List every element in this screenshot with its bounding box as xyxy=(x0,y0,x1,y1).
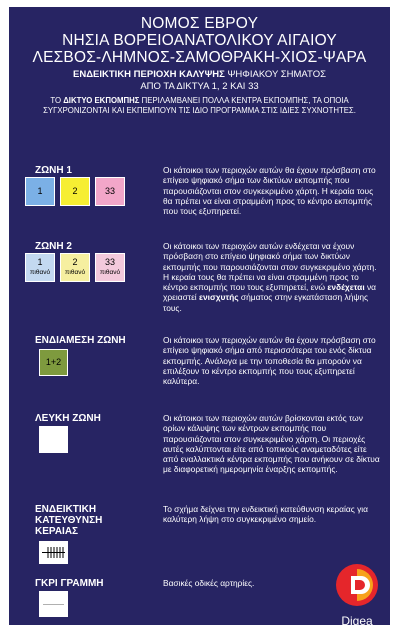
header-line2: ΝΗΣΙΑ ΒΟΡΕΙΟΑΝΑΤΟΛΙΚΟΥ ΑΙΓΑΙΟΥ xyxy=(62,32,337,49)
grey-line-box xyxy=(39,591,68,617)
zone2-box-33-label: 33 xyxy=(104,257,115,267)
grey-line-sample xyxy=(43,604,64,605)
zone1-box-1 xyxy=(25,177,55,206)
zone1-box-2 xyxy=(60,177,90,206)
antenna-title-2: ΚΑΤΕΥΘΥΝΣΗ xyxy=(35,515,103,526)
zone1-box-1-label: 1 xyxy=(37,186,43,196)
header-line1: ΝΟΜΟΣ ΕΒΡΟΥ xyxy=(140,15,259,32)
zone-mid-box xyxy=(39,349,68,376)
network-note2: ΣΥΓΧΡΟΝΙΖΟΝΤΑΙ ΚΑΙ ΕΚΠΕΜΠΟΥΝ ΤΙΣ ΙΔΙΟ ΠΡΟΓΡΑΜΜΑ ΣΤΙΣ ΙΔΙΕΣ ΣΥΧΝΟΤΗΤΕΣ. xyxy=(43,106,356,115)
note-post: ΠΕΡΙΛΑΜΒΑΝΕΙ ΠΟΛΛΑ ΚΕΝΤΡΑ ΕΚΠΟΜΠΗΣ, ΤΑ ΟΠΟΙΑ xyxy=(139,96,349,105)
zone1-box-33 xyxy=(95,177,125,206)
digea-logo xyxy=(331,562,383,628)
zone2-box-33-sub: πιθανό xyxy=(99,269,121,276)
zone2-box-1 xyxy=(25,253,55,282)
antenna-icon-box xyxy=(39,541,68,564)
zone-mid-title: ΕΝΔΙΑΜΕΣΗ ΖΩΝΗ xyxy=(35,335,126,346)
zone1-box-33-label: 33 xyxy=(104,186,115,196)
antenna-description: Το σχήμα δείχνει την ενδεικτική κατεύθυνση κεραίας για καλύτερη λήψη στο συγκεκριμένο σημείο. xyxy=(163,504,368,525)
antenna-title-3: ΚΕΡΑΙΑΣ xyxy=(35,526,79,537)
zone2-box-1-sub: πιθανό xyxy=(29,269,51,276)
zone1-title: ΖΩΝΗ 1 xyxy=(35,165,72,176)
antenna-title-1: ΕΝΔΕΙΚΤΙΚΗ xyxy=(35,504,97,515)
zone1-description: Οι κάτοικοι των περιοχών αυτών θα έχουν πρόσβαση στο επίγειο ψηφιακό σήμα των δικτύων εκπομπής που παρουσιάζονται στον συγκεκριμένο χάρτη. Η κεραία τους θα πρέπει να είναι στραμμένη προς το κέντρο εκπομπής που τους εξυπηρετεί. xyxy=(163,165,376,217)
grey-line-title: ΓΚΡΙ ΓΡΑΜΜΗ xyxy=(35,578,104,589)
subtitle-bold: ΕΝΔΕΙΚΤΙΚΗ ΠΕΡΙΟΧΗ ΚΑΛΥΨΗΣ xyxy=(73,69,225,80)
zone2-box-1-label: 1 xyxy=(37,257,43,267)
header-line3: ΛΕΣΒΟΣ-ΛΗΜΝΟΣ-ΣΑΜΟΘΡΑΚΗ-ΧΙΟΣ-ΨΑΡΑ xyxy=(32,49,367,66)
grey-line-description: Βασικές οδικές αρτηρίες. xyxy=(163,578,255,588)
zone2-box-2 xyxy=(60,253,90,282)
zone2-box-33 xyxy=(95,253,125,282)
note-pre: ΤΟ xyxy=(50,96,64,105)
digea-logo-icon xyxy=(331,562,383,608)
zone2-desc-pre: Οι κάτοικοι των περιοχών αυτών ενδέχεται να έχουν πρόσβαση στο επίγειο ψηφιακό σήμα των δικτύων εκπομπής που παρουσιάζονται στον συγκεκριμένο χάρτη. Η κεραία τους θα πρέπει να είναι στραμμένη προς το κέντρο εκπομπής που τους εξυπηρετεί, ενώ xyxy=(163,241,377,293)
legend-panel xyxy=(9,7,390,628)
zone2-title: ΖΩΝΗ 2 xyxy=(35,241,72,252)
note-bold: ΔΙΚΤΥΟ ΕΚΠΟΜΠΗΣ xyxy=(63,96,140,105)
antenna-icon xyxy=(40,542,67,563)
zone2-box-2-sub: πιθανό xyxy=(64,269,86,276)
zone-white-title: ΛΕΥΚΗ ΖΩΝΗ xyxy=(35,413,101,424)
coverage-networks: ΑΠΟ ΤΑ ΔΙΚΤΥΑ 1, 2 ΚΑΙ 33 xyxy=(140,81,259,92)
zone1-box-2-label: 2 xyxy=(72,186,78,196)
zone-mid-description: Οι κάτοικοι των περιοχών αυτών θα έχουν πρόσβαση στο επίγειο ψηφιακό σήμα από περισσότερα του ενός δίκτυα εκπομπής. Ανάλογα με την τοποθεσία θα μπορούν να επιλέξουν το κέντρο εκπομπής που τους εξυπηρετεί καλύτερα. xyxy=(163,335,376,387)
zone2-box-2-label: 2 xyxy=(72,257,78,267)
digea-logo-text: Digea xyxy=(341,614,373,628)
zone2-description xyxy=(163,241,383,313)
zone2-desc-post: σήματος στην εγκατάσταση λήψης τους. xyxy=(163,292,369,313)
zone2-desc-bold2: ενισχυτής xyxy=(199,292,239,303)
zone-white-description: Οι κάτοικοι των περιοχών αυτών βρίσκονται εκτός των ορίων κάλυψης των κέντρων εκπομπής που παρουσιάζονται στον συγκεκριμένο χάρτη. Οι περιοχές αυτές καλύπτονται είτε από τοπικούς αναμεταδότες είτε από εναλλακτικά κέντρα εκπομπής που ανήκουν σε δίκτυα με διαφορετική ημερομηνία έναρξης εκπομπής. xyxy=(163,413,380,475)
subtitle-rest: ΨΗΦΙΑΚΟΥ ΣΗΜΑΤΟΣ xyxy=(224,69,326,80)
coverage-subtitle xyxy=(9,69,390,80)
zone-white-box xyxy=(39,426,68,453)
zone-mid-box-label: 1+2 xyxy=(45,357,62,367)
zone2-desc-bold1: ενδέχεται xyxy=(327,282,365,293)
zone2-desc-mid: να χρειαστεί xyxy=(163,282,377,303)
